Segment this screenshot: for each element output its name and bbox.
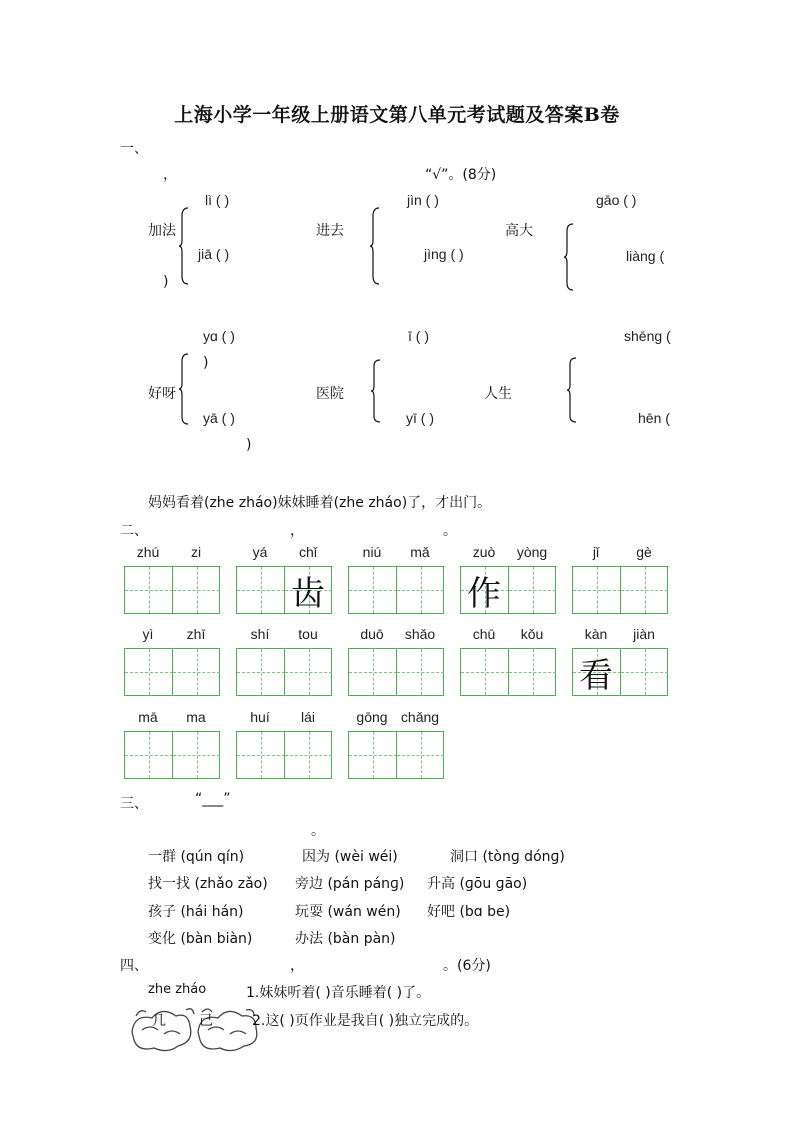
pinyin-label: zhī xyxy=(186,626,206,642)
sample-character xyxy=(621,567,667,613)
choice-item: 找一找 (zhǎo zǎo) xyxy=(148,876,268,892)
pinyin-label: shǎo xyxy=(404,626,436,642)
grid-cell[interactable] xyxy=(172,732,220,778)
choice-item: 因为 (wèi wéi) xyxy=(302,849,398,865)
pinyin-label: chǎng xyxy=(400,709,440,725)
grid-cell[interactable] xyxy=(284,732,332,778)
fill-question-1: 1.妹妹听着( )音乐睡着( )了。 xyxy=(246,985,431,1001)
choice-item: 升高 (ɡōu ɡāo) xyxy=(427,876,528,892)
sample-character: 看 xyxy=(579,655,613,696)
grid-cell[interactable] xyxy=(284,649,332,695)
word-label: 高大 xyxy=(505,223,533,239)
pinyin-option: shēnɡ ( xyxy=(624,328,671,344)
pinyin-label: niú xyxy=(362,544,382,560)
grid-cell[interactable] xyxy=(461,567,509,613)
sample-character xyxy=(621,649,667,695)
pinyin-tag: zhe zháo xyxy=(148,982,207,997)
sample-character xyxy=(397,732,443,778)
writing-grid[interactable] xyxy=(236,648,332,696)
pinyin-option: hēn ( xyxy=(638,410,670,426)
grid-cell[interactable] xyxy=(396,732,444,778)
choice-item: 好吧 (bɑ be) xyxy=(427,904,511,920)
grid-cell[interactable] xyxy=(125,649,173,695)
grid-cell[interactable] xyxy=(508,567,556,613)
choice-item: 孩子 (hái hán) xyxy=(148,904,244,920)
sample-character xyxy=(349,649,395,695)
pinyin-option: yɑ ( ) xyxy=(203,328,235,344)
pinyin-label: jǐ xyxy=(592,544,600,560)
pinyin-label: yòng xyxy=(516,544,548,560)
pinyin-label: kǒu xyxy=(520,626,544,642)
writing-grid[interactable] xyxy=(236,731,332,779)
pinyin-label: yì xyxy=(142,626,154,642)
grid-cell[interactable] xyxy=(237,567,285,613)
pinyin-label: yá xyxy=(252,544,268,560)
section-2-period: 。 xyxy=(443,523,457,539)
grid-cell[interactable] xyxy=(172,567,220,613)
pinyin-option: ɡāo ( ) xyxy=(596,192,637,208)
grid-cell[interactable] xyxy=(461,649,509,695)
sample-character xyxy=(237,567,283,613)
pinyin-label: gōng xyxy=(356,709,388,725)
group-tail: ) xyxy=(246,437,252,453)
choice-item: 办法 (bàn pàn) xyxy=(295,931,396,947)
writing-grid[interactable] xyxy=(460,648,556,696)
sample-character xyxy=(349,732,395,778)
sample-character xyxy=(509,567,555,613)
sample-character: 齿 xyxy=(291,573,325,614)
pinyin-option: yā ( ) xyxy=(203,410,235,426)
fill-question-2: 2.这( )页作业是我自( )独立完成的。 xyxy=(252,1013,479,1029)
writing-grid[interactable] xyxy=(348,731,444,779)
pinyin-label: zuò xyxy=(472,544,496,560)
brace-icon xyxy=(178,206,190,286)
word-label: 加法 xyxy=(148,223,176,239)
section-1-label: 一、 xyxy=(120,141,148,157)
sample-character xyxy=(237,732,283,778)
grid-cell[interactable] xyxy=(508,649,556,695)
writing-grid[interactable] xyxy=(572,566,668,614)
pinyin-label: chǐ xyxy=(299,544,317,560)
grid-cell[interactable] xyxy=(125,567,173,613)
grid-cell[interactable] xyxy=(237,649,285,695)
grid-cell[interactable] xyxy=(620,567,668,613)
sample-character xyxy=(285,649,331,695)
sample-character xyxy=(173,567,219,613)
pinyin-label: shí xyxy=(250,626,270,642)
pinyin-label: mā xyxy=(138,709,158,725)
pinyin-label: gè xyxy=(636,544,652,560)
brace-icon xyxy=(563,222,575,292)
grid-cell[interactable] xyxy=(573,649,621,695)
pinyin-option: lì ( ) xyxy=(205,192,230,208)
choice-item: 一群 (qún qín) xyxy=(148,849,245,865)
pinyin-label: lái xyxy=(300,709,316,725)
sample-character xyxy=(349,567,395,613)
grid-cell[interactable] xyxy=(396,649,444,695)
page-title: 上海小学一年级上册语文第八单元考试题及答案B卷 xyxy=(174,104,620,126)
writing-grid[interactable] xyxy=(124,648,220,696)
grid-cell[interactable] xyxy=(349,732,397,778)
sample-character xyxy=(237,649,283,695)
sample-character xyxy=(397,649,443,695)
section-4-label: 四、 xyxy=(120,958,148,974)
writing-grid[interactable] xyxy=(572,648,668,696)
grid-cell[interactable] xyxy=(349,567,397,613)
pinyin-label: duō xyxy=(360,626,384,642)
word-label: 好呀 xyxy=(148,386,176,402)
pinyin-option: liànɡ ( xyxy=(626,248,665,264)
sentence-question: 妈妈看着(zhe zháo)妹妹睡着(zhe zháo)了，才出门。 xyxy=(148,495,492,511)
grid-cell[interactable] xyxy=(396,567,444,613)
pinyin-option: jiā ( ) xyxy=(198,246,230,262)
section-4-tail: 。(6分) xyxy=(443,958,491,974)
grid-cell[interactable] xyxy=(172,649,220,695)
word-label: 医院 xyxy=(316,386,344,402)
writing-grid[interactable] xyxy=(124,731,220,779)
sample-character xyxy=(125,649,171,695)
sample-character xyxy=(509,649,555,695)
grid-cell[interactable] xyxy=(573,567,621,613)
brace-icon xyxy=(370,358,382,424)
writing-grid[interactable] xyxy=(236,566,332,614)
pinyin-label: mǎ xyxy=(410,544,430,560)
pinyin-label: zi xyxy=(190,544,202,560)
grid-cell[interactable] xyxy=(284,567,332,613)
pinyin-label: huí xyxy=(250,709,270,725)
brace-icon xyxy=(369,206,381,286)
sample-character xyxy=(285,732,331,778)
group-tail: ) xyxy=(163,274,169,290)
section-2-comma: ， xyxy=(290,523,304,539)
section-3-quote: “___” xyxy=(195,791,231,807)
choice-item: 洞口 (tònɡ dónɡ) xyxy=(450,849,565,865)
pinyin-label: kàn xyxy=(584,626,608,642)
choice-item: 玩耍 (wán wén) xyxy=(295,904,401,920)
char-tag: 己 xyxy=(199,1013,213,1029)
brace-icon xyxy=(566,356,578,424)
brace-icon xyxy=(178,352,190,426)
cloud-decoration-icon xyxy=(128,1002,264,1054)
grid-cell[interactable] xyxy=(349,649,397,695)
sample-character xyxy=(125,567,171,613)
word-label: 进去 xyxy=(316,223,344,239)
section-1-instruction-tail: “√”。(8分) xyxy=(425,167,497,183)
pinyin-label: jiàn xyxy=(633,626,655,642)
writing-grid[interactable] xyxy=(460,566,556,614)
sample-character: 作 xyxy=(467,573,501,614)
pinyin-option: ī ( ) xyxy=(408,328,429,344)
grid-cell[interactable] xyxy=(237,732,285,778)
pinyin-label: ma xyxy=(186,709,206,725)
section-1-comma: ， xyxy=(163,167,177,183)
section-4-comma: ， xyxy=(290,958,304,974)
pinyin-option: jìnɡ ( ) xyxy=(424,246,464,262)
pinyin-option: jìn ( ) xyxy=(407,192,439,208)
group-tail: ) xyxy=(203,355,209,371)
section-3-period: 。 xyxy=(311,823,325,839)
pinyin-option: yī ( ) xyxy=(406,410,434,426)
sample-character xyxy=(173,649,219,695)
char-tag: 几 xyxy=(152,1013,166,1029)
grid-cell[interactable] xyxy=(620,649,668,695)
pinyin-label: tou xyxy=(298,626,318,642)
pinyin-label: chū xyxy=(472,626,496,642)
pinyin-label: zhú xyxy=(136,544,160,560)
section-3-label: 三、 xyxy=(120,796,148,812)
sample-character xyxy=(573,567,619,613)
writing-grid[interactable] xyxy=(348,566,444,614)
choice-item: 旁边 (pán pánɡ) xyxy=(295,876,405,892)
choice-item: 变化 (bàn biàn) xyxy=(148,931,253,947)
sample-character xyxy=(461,649,507,695)
word-label: 人生 xyxy=(484,386,512,402)
writing-grid[interactable] xyxy=(124,566,220,614)
sample-character xyxy=(397,567,443,613)
sample-character xyxy=(173,732,219,778)
sample-character xyxy=(125,732,171,778)
grid-cell[interactable] xyxy=(125,732,173,778)
writing-grid[interactable] xyxy=(348,648,444,696)
section-2-label: 二、 xyxy=(120,523,148,539)
